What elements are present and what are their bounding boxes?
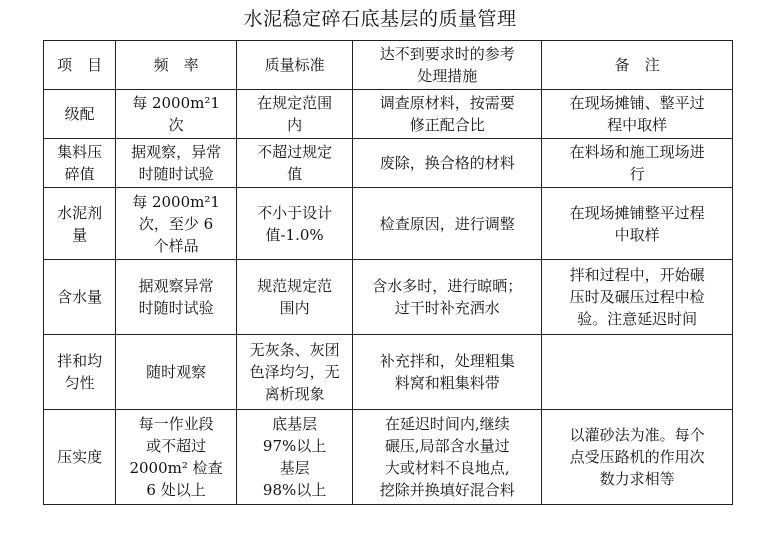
cell-note-text: 在现场摊铺、整平过 程中取样 — [569, 94, 705, 134]
cell-frequency — [116, 139, 237, 188]
cell-measure-text: 检查原因，进行调整 — [379, 214, 515, 233]
cell-standard-text: 无灰条、灰团 色泽均匀，无 离析现象 — [249, 341, 340, 403]
cell-measure — [353, 139, 542, 188]
cell-item — [44, 260, 116, 335]
table-row — [44, 260, 733, 335]
cell-standard-text: 在规定范围 内 — [257, 94, 333, 134]
cell-measure-text: 废除，换合格的材料 — [379, 154, 515, 172]
cell-measure-text: 在延迟时间内,继续 碾压,局部含水量过 大或材料不良地点, 挖除并换填好混合料 — [379, 415, 515, 499]
cell-item-text: 压实度 — [57, 448, 103, 466]
header-frequency — [116, 41, 237, 90]
cell-note-text: 拌和过程中，开始碾 压时及碾压过程中检 验。注意延迟时间 — [569, 266, 705, 328]
header-standard-label: 质量标准 — [264, 56, 325, 74]
cell-item-text: 水泥剂 量 — [57, 203, 103, 244]
cell-item — [44, 410, 116, 505]
cell-frequency — [116, 335, 237, 410]
cell-standard — [236, 335, 353, 410]
table-row — [44, 335, 733, 410]
cell-standard-text: 规范规定范 围内 — [257, 277, 333, 317]
cell-frequency-text: 每一作业段 或不超过 2000m² 检查 6 处以上 — [129, 415, 223, 499]
cell-standard — [236, 90, 353, 139]
cell-frequency-text: 每 2000m²1 次，至少 6 个样品 — [132, 192, 220, 255]
cell-frequency-text: 据观察，异常 时随时试验 — [131, 143, 222, 183]
cell-standard — [236, 139, 353, 188]
cell-note — [542, 188, 733, 260]
header-frequency-label: 频 率 — [153, 56, 199, 74]
cell-item-text: 级配 — [64, 105, 95, 123]
cell-measure-text: 含水多时，进行晾晒； 过干时补充洒水 — [372, 277, 523, 317]
cell-item — [44, 139, 116, 188]
cell-note — [542, 139, 733, 188]
header-measure-label: 达不到要求时的参考 处理措施 — [379, 45, 515, 85]
cell-note — [542, 410, 733, 505]
cell-frequency — [116, 90, 237, 139]
cell-frequency — [116, 410, 237, 505]
cell-item — [44, 188, 116, 260]
table-header-row — [44, 41, 733, 90]
cell-measure-text: 调查原材料，按需要 修正配合比 — [379, 94, 515, 134]
cell-note — [542, 260, 733, 335]
header-note — [542, 41, 733, 90]
cell-note — [542, 90, 733, 139]
cell-item — [44, 335, 116, 410]
cell-measure — [353, 410, 542, 505]
cell-item-text: 含水量 — [57, 288, 103, 306]
cell-note — [542, 335, 733, 410]
cell-standard — [236, 188, 353, 260]
cell-measure — [353, 260, 542, 335]
quality-management-table — [43, 40, 733, 505]
cell-item-text: 拌和均 匀性 — [57, 352, 103, 392]
table-row — [44, 188, 733, 260]
cell-frequency-text: 据观察异常 时随时试验 — [138, 277, 214, 317]
header-item — [44, 41, 116, 90]
header-measure — [353, 41, 542, 90]
cell-item — [44, 90, 116, 139]
cell-item-text: 集料压 碎值 — [57, 143, 103, 183]
cell-measure — [353, 188, 542, 260]
header-item-label: 项 目 — [57, 56, 103, 74]
cell-standard-text: 不超过规定 值 — [257, 143, 333, 183]
cell-frequency-text: 每 2000m²1 次 — [132, 94, 220, 134]
table-row — [44, 90, 733, 139]
table-row — [44, 410, 733, 505]
cell-note-text: 以灌砂法为准。每个 点受压路机的作用次 数力求相等 — [569, 426, 705, 488]
header-standard — [236, 41, 353, 90]
document-title: 水泥稳定碎石底基层的质量管理 — [243, 8, 517, 30]
table-row — [44, 139, 733, 188]
cell-frequency — [116, 260, 237, 335]
cell-frequency — [116, 188, 237, 260]
cell-standard — [236, 260, 353, 335]
header-note-label: 备 注 — [614, 56, 660, 74]
cell-note-text: 在料场和施工现场进 行 — [569, 143, 705, 183]
cell-note-text: 在现场摊铺整平过程 中取样 — [569, 203, 705, 244]
cell-standard-text: 不小于设计 值-1.0% — [257, 203, 333, 244]
cell-frequency-text: 随时观察 — [146, 363, 207, 381]
cell-measure — [353, 90, 542, 139]
cell-standard-text: 底基层 97%以上 基层 98%以上 — [262, 415, 327, 499]
cell-standard — [236, 410, 353, 505]
cell-measure-text: 补充拌和，处理粗集 料窝和粗集料带 — [379, 352, 515, 392]
cell-measure — [353, 335, 542, 410]
